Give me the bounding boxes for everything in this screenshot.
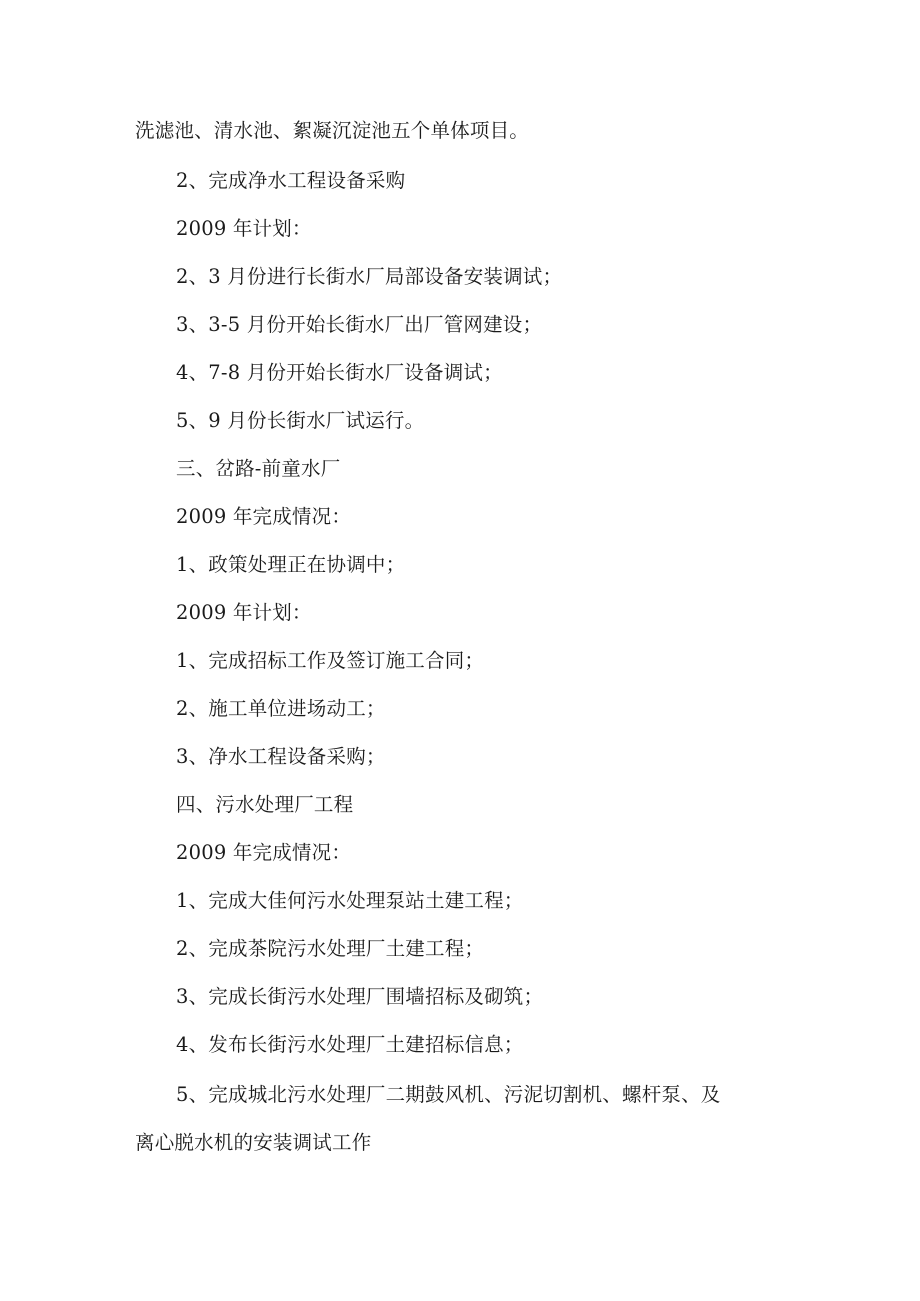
paragraph-line: 5、9 月份长街水厂试运行。 <box>176 409 425 432</box>
section-heading: 三、岔路-前童水厂 <box>176 457 341 480</box>
paragraph-line: 3、净水工程设备采购； <box>176 745 386 768</box>
paragraph-line: 2、完成茶院污水处理厂土建工程； <box>176 937 485 960</box>
paragraph-line: 2009 年计划： <box>176 601 312 624</box>
paragraph-line: 2、施工单位进场动工； <box>176 697 386 720</box>
paragraph-line: 3、完成长街污水处理厂围墙招标及砌筑； <box>176 985 544 1008</box>
paragraph-line: 5、完成城北污水处理厂二期鼓风机、污泥切割机、螺杆泵、及 <box>176 1083 721 1106</box>
paragraph-line: 2、3 月份进行长街水厂局部设备安装调试； <box>176 265 563 288</box>
paragraph-line: 1、政策处理正在协调中； <box>176 553 406 576</box>
paragraph-line: 离心脱水机的安装调试工作 <box>135 1131 372 1154</box>
paragraph-line: 2、完成净水工程设备采购 <box>176 169 406 192</box>
paragraph-line: 洗滤池、清水池、絮凝沉淀池五个单体项目。 <box>135 119 530 142</box>
paragraph-line: 1、完成招标工作及签订施工合同； <box>176 649 485 672</box>
paragraph-line: 2009 年计划： <box>176 217 312 240</box>
paragraph-line: 3、3-5 月份开始长街水厂出厂管网建设； <box>176 313 543 336</box>
paragraph-line: 4、发布长街污水处理厂土建招标信息； <box>176 1033 524 1056</box>
paragraph-line: 4、7-8 月份开始长街水厂设备调试； <box>176 361 503 384</box>
paragraph-line: 1、完成大佳何污水处理泵站土建工程； <box>176 889 524 912</box>
paragraph-line: 2009 年完成情况： <box>176 841 352 864</box>
paragraph-line: 2009 年完成情况： <box>176 505 352 528</box>
section-heading: 四、污水处理厂工程 <box>176 793 354 816</box>
